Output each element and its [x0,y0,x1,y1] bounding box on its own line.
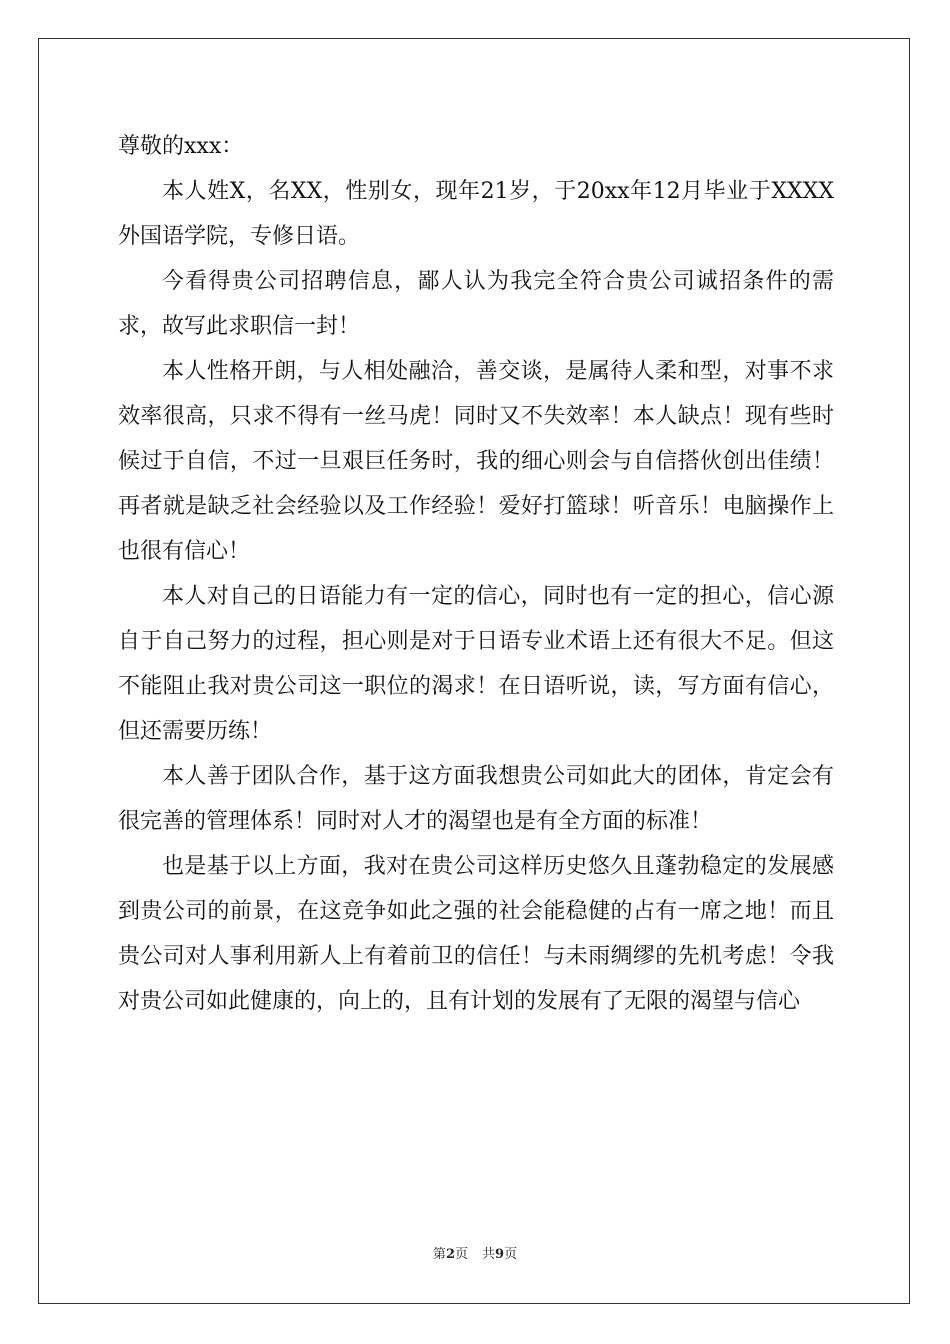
total-suffix: 页 [504,1247,518,1262]
paragraph-4: 本人对自己的日语能力有一定的信心，同时也有一定的担心，信心源自于自己努力的过程，担心则是对于日语专业术语上还有很大不足。但这不能阻止我对贵公司这一职位的渴求！在日语听说，读，写方面有信心，但还需要历练！ [118,584,834,744]
salutation: 尊敬的xxx： [118,134,244,159]
paragraph-5: 本人善于团队合作，基于这方面我想贵公司如此大的团体，肯定会有很完善的管理体系！同时对人才的渴望也是有全方面的标准！ [118,764,834,834]
paragraph-6: 也是基于以上方面，我对在贵公司这样历史悠久且蓬勃稳定的发展感到贵公司的前景，在这竞争如此之强的社会能稳健的占有一席之地！而且贵公司对人事利用新人上有着前卫的信任！与未雨绸缪的先机考虑！令我对贵公司如此健康的，向上的，且有计划的发展有了无限的渴望与信心 [118,854,834,1014]
page-current: 2 [445,1247,455,1262]
paragraph-3: 本人性格开朗，与人相处融洽，善交谈，是属待人柔和型，对事不求效率很高，只求不得有一丝马虎！同时又不失效率！本人缺点！现有些时候过于自信，不过一旦艰巨任务时，我的细心则会与自信搭伙创出佳绩！再者就是缺乏社会经验以及工作经验！爱好打篮球！听音乐！电脑操作上也很有信心！ [118,359,834,564]
paragraph-1: 本人姓X，名XX，性别女，现年21岁，于20xx年12月毕业于XXXX外国语学院，专修日语。 [118,179,834,249]
page-footer [0,1245,950,1265]
page-suffix: 页 [454,1247,468,1262]
letter-body [118,124,834,1024]
page-prefix: 第 [432,1247,446,1262]
paragraph-2: 今看得贵公司招聘信息，鄙人认为我完全符合贵公司诚招条件的需求，故写此求职信一封！ [118,269,834,339]
page-total: 9 [495,1247,505,1262]
total-prefix: 共 [482,1247,496,1262]
